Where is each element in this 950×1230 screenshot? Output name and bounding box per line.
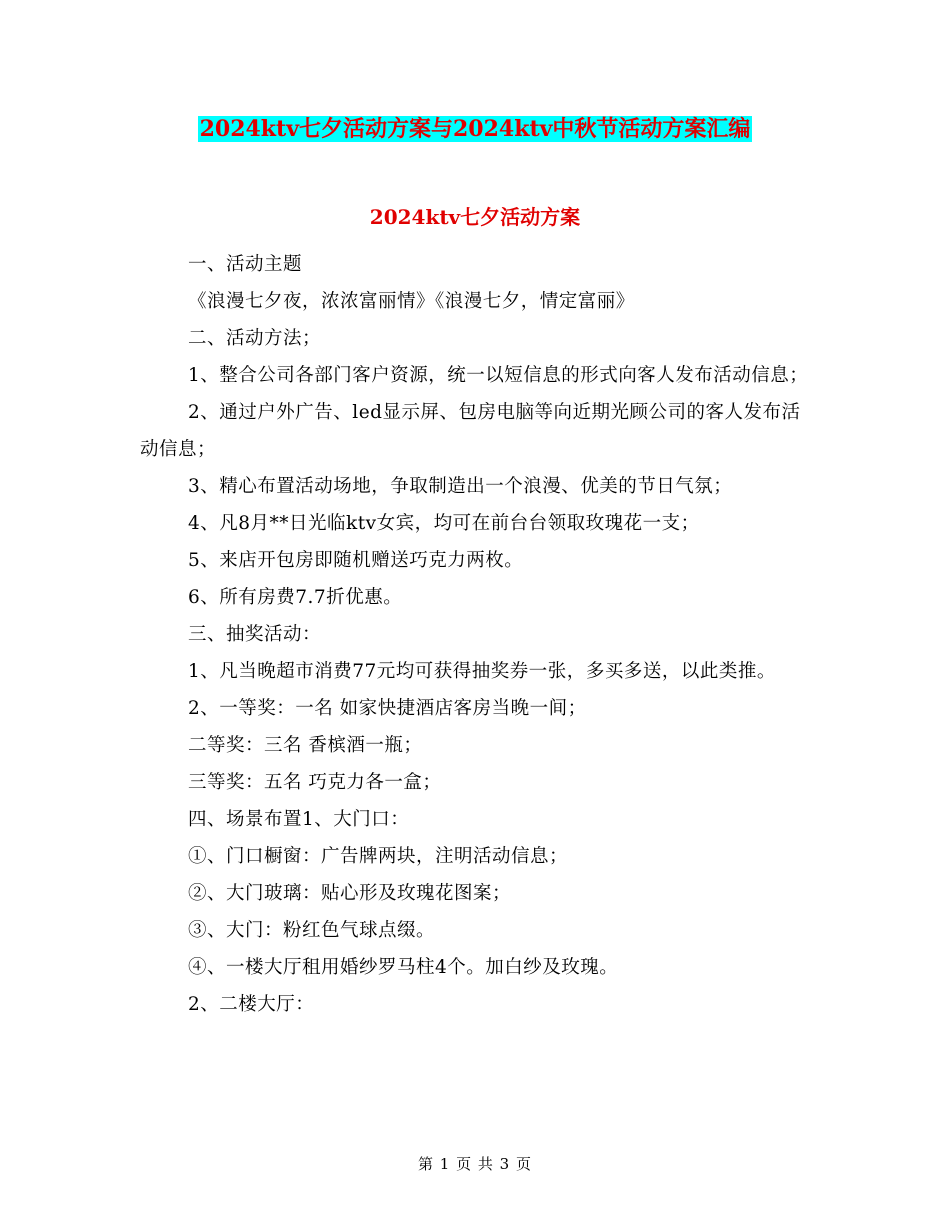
paragraph: ④、一楼大厅租用婚纱罗马柱4个。加白纱及玫瑰。 bbox=[188, 957, 619, 978]
section-title: 2024ktv七夕活动方案 bbox=[369, 205, 581, 229]
paragraph: 三等奖：五名 巧克力各一盒； bbox=[188, 772, 442, 793]
paragraph: 一、活动主题 bbox=[188, 254, 303, 275]
paragraph: ①、门口橱窗：广告牌两块，注明活动信息； bbox=[188, 846, 569, 867]
document-title bbox=[0, 112, 950, 146]
paragraph: 《浪漫七夕夜，浓浓富丽情》《浪漫七夕，情定富丽》 bbox=[188, 291, 635, 312]
paragraph: 6、所有房费7.7折优惠。 bbox=[188, 587, 403, 608]
paragraph: 四、场景布置1、大门口： bbox=[188, 809, 410, 830]
paragraph: ②、大门玻璃：贴心形及玫瑰花图案； bbox=[188, 883, 512, 904]
page-footer: 第 1 页 共 3 页 bbox=[418, 1155, 532, 1173]
paragraph: 三、抽奖活动： bbox=[188, 624, 322, 645]
paragraph: ③、大门：粉红色气球点缀。 bbox=[188, 920, 436, 941]
paragraph: 5、来店开包房即随机赠送巧克力两枚。 bbox=[188, 550, 524, 571]
document-body bbox=[140, 246, 812, 1023]
paragraph: 二、活动方法； bbox=[188, 328, 322, 349]
paragraph: 4、凡8月**日光临ktv女宾，均可在前台台领取玫瑰花一支； bbox=[188, 513, 700, 534]
paragraph: 3、精心布置活动场地，争取制造出一个浪漫、优美的节日气氛； bbox=[188, 476, 733, 497]
paragraph: 2、二楼大厅： bbox=[188, 994, 315, 1015]
paragraph: 1、凡当晚超市消费77元均可获得抽奖券一张，多买多送，以此类推。 bbox=[188, 661, 776, 682]
paragraph: 2、一等奖：一名 如家快捷酒店客房当晚一间； bbox=[188, 698, 587, 719]
paragraph: 2、通过户外广告、led显示屏、包房电脑等向近期光顾公司的客人发布活动信息； bbox=[140, 402, 801, 460]
paragraph: 二等奖：三名 香槟酒一瓶； bbox=[188, 735, 423, 756]
document-title-text: 2024ktv七夕活动方案与2024ktv中秋节活动方案汇编 bbox=[199, 116, 751, 142]
paragraph: 1、整合公司各部门客户资源，统一以短信息的形式向客人发布活动信息； bbox=[188, 365, 809, 386]
